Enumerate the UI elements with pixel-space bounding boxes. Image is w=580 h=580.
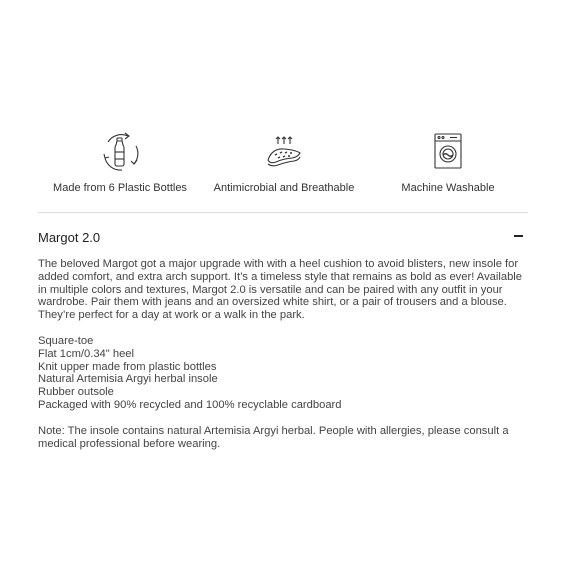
washing-machine-icon <box>426 130 470 174</box>
spec-item: Packaged with 90% recycled and 100% recyclable cardboard <box>38 398 342 411</box>
product-specs-list <box>38 335 532 412</box>
feature-label: Made from 6 Plastic Bottles <box>53 182 187 194</box>
accordion-header[interactable] <box>38 226 528 248</box>
feature-label: Antimicrobial and Breathable <box>213 182 355 194</box>
feature-antimicrobial <box>204 130 364 194</box>
collapse-toggle-button[interactable] <box>508 226 528 246</box>
minus-icon <box>514 235 523 237</box>
feature-plastic-bottles <box>40 130 200 194</box>
spec-item: Natural Artemisia Argyi herbal insole <box>38 373 218 386</box>
spec-item: Square-toe <box>38 334 94 347</box>
accordion-content <box>38 258 532 450</box>
feature-label: Machine Washable <box>401 182 495 194</box>
spec-item: Knit upper made from plastic bottles <box>38 360 217 373</box>
accordion-title: Margot 2.0 <box>38 230 101 245</box>
feature-machine-washable <box>368 130 528 194</box>
breathable-insole-icon <box>262 130 306 174</box>
product-description: The beloved Margot got a major upgrade with with a heel cushion to avoid blisters, new insole for added comfort, and extra arch support. It’s a timeless style that remains as bold as ever! Available in multiple colors and textures, Margot 2.0 is versatile and can be paired with any outfit in your wardrobe. Pair them with jeans and an oversized white shirt, or a pair of trousers and a blouse. They’re perfect for a day at work or a walk in the park. <box>38 258 523 322</box>
allergy-note: Note: The insole contains natural Artemisia Argyi herbal. People with allergies, please consult a medical professional before wearing. <box>38 424 509 450</box>
spec-item: Rubber outsole <box>38 386 114 399</box>
section-divider <box>38 212 528 213</box>
recycled-bottle-icon <box>98 130 142 174</box>
spec-item: Flat 1cm/0.34" heel <box>38 347 135 360</box>
feature-icons-row <box>38 130 528 200</box>
